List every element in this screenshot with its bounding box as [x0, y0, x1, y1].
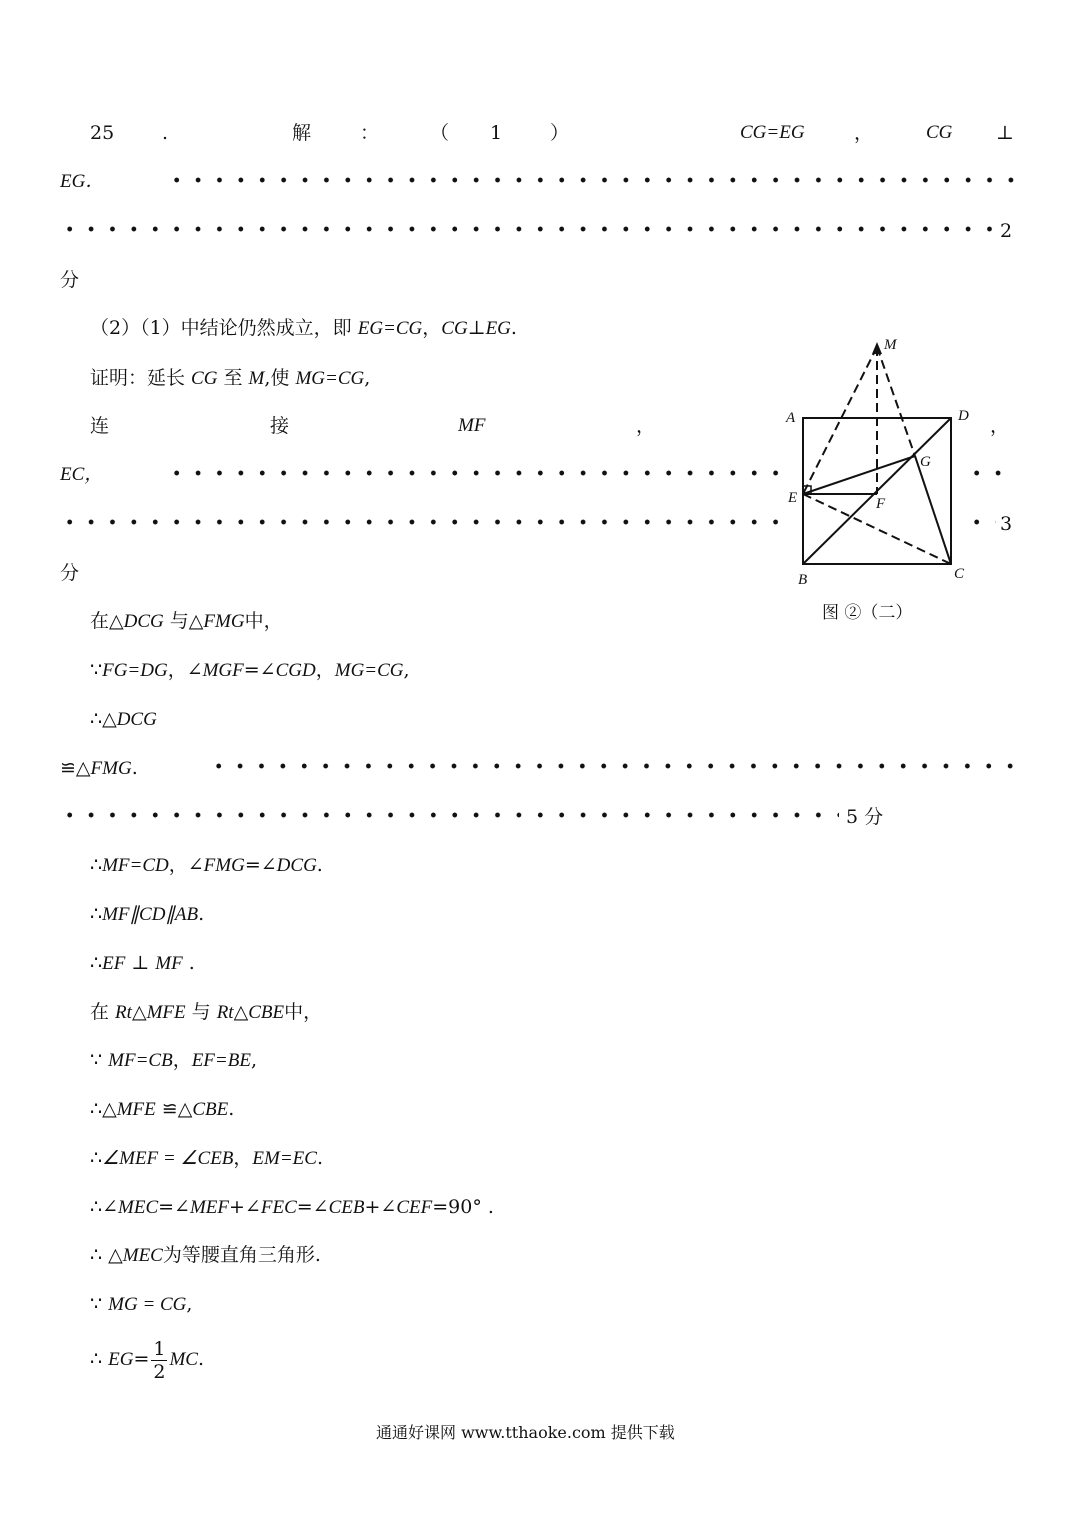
dot-leader [59, 812, 839, 818]
label-b: B [798, 572, 808, 588]
number-dot: . [162, 122, 169, 144]
dot-leader [166, 470, 786, 476]
proof-line: ∵ MG = CG, [90, 1293, 193, 1315]
label-e: E [788, 490, 798, 506]
perp-symbol: ⊥ [996, 122, 1014, 144]
label-m: M [884, 337, 897, 353]
label-g: G [920, 454, 931, 470]
proof-line: ∴MF=CD，∠FMG=∠DCG. [90, 854, 323, 876]
label-f: F [876, 496, 886, 512]
proof-line: ∴∠MEF = ∠CEB，EM=EC. [90, 1147, 324, 1169]
dot-leader [166, 177, 1016, 183]
score: 2 [1000, 220, 1013, 242]
segment-mg-dashed [877, 347, 915, 456]
score-unit: 分 [60, 562, 80, 584]
proof-start: 证明：延长 CG 至 M,使 MG=CG, [90, 367, 371, 389]
part2-statement: （2）（1）中结论仍然成立，即 EG=CG，CG⊥EG. [90, 317, 517, 339]
proof-line: ∴△MFE ≌△CBE. [90, 1098, 235, 1120]
dot-leader [59, 226, 995, 232]
given-conditions: ∵FG=DG，∠MGF=∠CGD，MG=CG, [90, 659, 410, 681]
final-line: ∴ EG= $\frac{1}{2}$ MC. [90, 1337, 205, 1383]
label-a: A [786, 410, 796, 426]
fraction-one-half: $\frac{1}{2}$ [153, 1337, 166, 1383]
geometry-figure [780, 332, 1020, 592]
label-d: D [958, 408, 969, 424]
congruence-line: ≌△FMG. [60, 757, 138, 779]
dot-leader [208, 763, 1018, 769]
segment-ec: EC， [60, 464, 104, 485]
triangle-compare: 在△DCG 与△FMG中， [90, 610, 283, 632]
figure-caption: 图 ②（二） [822, 603, 913, 623]
conclusion-cg: CG [926, 122, 953, 143]
score: 5 分 [846, 806, 884, 828]
paren-close: ） [550, 122, 570, 144]
part-number: 1 [490, 122, 503, 144]
dot-leader [59, 519, 789, 525]
comma: ， [636, 415, 656, 437]
comma: ， [990, 415, 1010, 437]
proof-line: ∴MF∥CD∥AB. [90, 903, 205, 925]
comma: ， [854, 122, 874, 144]
proof-line: ∵ MF=CB，EF=BE, [90, 1049, 257, 1071]
solution-label: 解 [292, 122, 312, 144]
connect-word-2: 接 [270, 415, 290, 437]
segment-mf: MF [458, 415, 486, 436]
score-unit: 分 [60, 269, 80, 291]
footer-source: 通通好课网 www.tthaoke.com 提供下载 [376, 1423, 675, 1442]
proof-line: ∴EF ⊥ MF . [90, 952, 195, 974]
arrow-tip-icon [872, 342, 882, 354]
paren-open: （ [430, 122, 450, 144]
proof-line: 在 Rt△MFE 与 Rt△CBE中， [90, 1001, 323, 1023]
colon: ： [360, 122, 380, 144]
conclusion-equal: CG=EG [740, 122, 805, 143]
score: 3 [1000, 513, 1013, 535]
conclusion-eg: EG． [60, 171, 105, 192]
segment-gc [915, 456, 951, 564]
proof-line: ∴∠MEC=∠MEF+∠FEC=∠CEB+∠CEF=90° . [90, 1196, 494, 1218]
proof-line: ∴ △MEC为等腰直角三角形. [90, 1244, 321, 1266]
problem-number: 25 [90, 122, 115, 144]
therefore-line: ∴△DCG [90, 708, 157, 730]
connect-word-1: 连 [90, 415, 110, 437]
label-c: C [954, 566, 965, 582]
